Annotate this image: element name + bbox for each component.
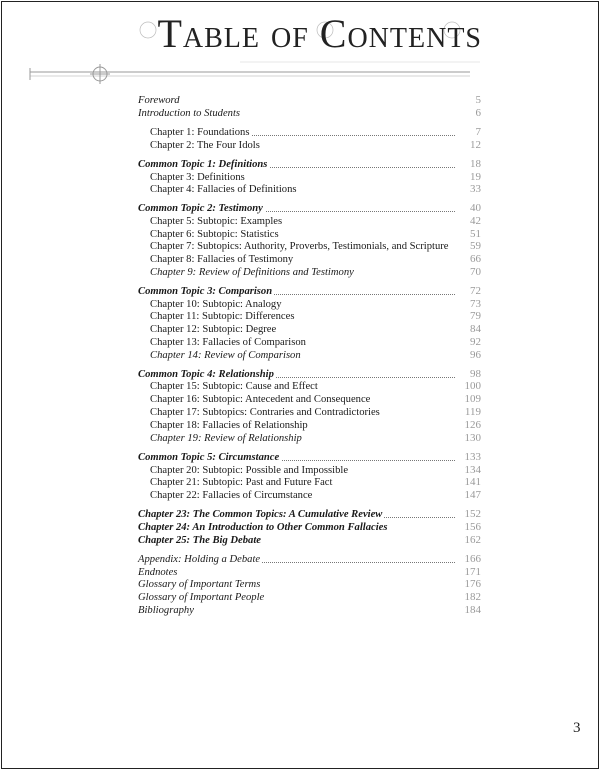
toc-entry [138,451,481,464]
toc-entry [138,508,481,521]
toc-entry-page: 5 [475,94,481,106]
toc-entry-page: 96 [470,349,481,361]
toc-entry-page: 152 [464,508,481,520]
toc-entry-page: 19 [470,171,481,183]
toc-entry-title: Bibliography [138,605,194,616]
toc-entry-page: 182 [464,591,481,603]
toc-entry-title: Appendix: Holding a Debate [138,554,261,565]
toc-entry [150,183,481,196]
toc-entry [150,139,481,152]
toc-entry-page: 171 [464,566,481,578]
toc-entry-page: 40 [470,202,481,214]
toc-entry-page: 92 [470,336,481,348]
toc-entry [138,534,481,547]
toc-entry-page: 119 [464,406,481,418]
toc-entry [138,107,481,120]
toc-entry-title: Chapter 10: Subtopic: Analogy [150,299,282,310]
toc-entry-title: Chapter 6: Subtopic: Statistics [150,229,279,240]
toc-entry-page: 156 [464,521,481,533]
toc-entry-page: 166 [464,553,481,565]
toc-entry [150,323,481,336]
toc-entry [150,266,481,279]
toc-entry-title: Chapter 5: Subtopic: Examples [150,216,283,227]
toc-entry-title: Chapter 18: Fallacies of Relationship [150,420,308,431]
toc-entry-title: Common Topic 4: Relationship [138,369,274,380]
page-title: Table of Contents [157,11,482,56]
toc-entry-title: Chapter 21: Subtopic: Past and Future Fact [150,477,333,488]
toc-entry-title: Chapter 24: An Introduction to Other Common Fallacies [138,522,388,533]
toc-entry-page: 84 [470,323,481,335]
toc-entry-title: Chapter 19: Review of Relationship [150,433,302,444]
toc-entry-page: 6 [475,107,481,119]
toc-entry-page: 162 [464,534,481,546]
toc-entry-page: 12 [470,139,481,151]
toc-entry [150,476,481,489]
toc-entry-title: Chapter 12: Subtopic: Degree [150,324,277,335]
toc-entry [150,336,481,349]
toc-entry-page: 42 [470,215,481,227]
toc-entry-title: Chapter 1: Foundations [150,127,250,138]
toc-entry [150,349,481,362]
toc-entry-title: Chapter 20: Subtopic: Possible and Impossible [150,465,349,476]
toc-entry-page: 184 [464,604,481,616]
toc-entry-page: 73 [470,298,481,310]
toc-entry-page: 134 [464,464,481,476]
toc-entry [138,285,481,298]
toc-entry [150,432,481,445]
toc-entry-title: Glossary of Important People [138,592,265,603]
toc-entry [150,419,481,432]
toc-entry-page: 176 [464,578,481,590]
toc-entry-title: Common Topic 5: Circumstance [138,452,280,463]
toc-entry [138,521,481,534]
toc-entry [150,380,481,393]
toc-entry-title: Common Topic 2: Testimony [138,203,263,214]
toc-entry-title: Chapter 9: Review of Definitions and Testimony [150,267,354,278]
page-number: 3 [573,720,581,736]
toc-entry-title: Foreword [138,95,180,106]
toc-entry [138,202,481,215]
toc-entry-title: Chapter 23: The Common Topics: A Cumulative Review [138,509,383,520]
toc-entry [138,94,481,107]
toc-entry-page: 133 [464,451,481,463]
toc-entry [150,393,481,406]
toc-entry-page: 70 [470,266,481,278]
toc-entry-title: Chapter 13: Fallacies of Comparison [150,337,306,348]
toc-entry-page: 66 [470,253,481,265]
toc-entry-title: Chapter 8: Fallacies of Testimony [150,254,294,265]
toc-entry-title: Chapter 16: Subtopic: Antecedent and Consequence [150,394,371,405]
toc-entry-page: 130 [464,432,481,444]
toc-entry-title: Chapter 2: The Four Idols [150,140,260,151]
toc-entry-title: Chapter 14: Review of Comparison [150,350,301,361]
toc-entry-page: 33 [470,183,481,195]
toc-entry [138,591,481,604]
toc-entry-title: Common Topic 3: Comparison [138,286,273,297]
toc-entry-title: Chapter 4: Fallacies of Definitions [150,184,297,195]
toc-entry-page: 98 [470,368,481,380]
toc-entry-title: Chapter 15: Subtopic: Cause and Effect [150,381,318,392]
toc-entry-page: 100 [464,380,481,392]
toc-entry-page: 147 [464,489,481,501]
toc-entry [150,126,481,139]
toc-entry-title: Common Topic 1: Definitions [138,159,268,170]
toc-entry [150,253,481,266]
toc-entry-title: Endnotes [138,567,178,578]
toc-entry [138,158,481,171]
toc-entry-page: 7 [475,126,481,138]
toc-entry [138,604,481,617]
toc-entry-page: 109 [464,393,481,405]
toc-entry-title: Chapter 17: Subtopics: Contraries and Contradictories [150,407,380,418]
toc-entry-title: Chapter 22: Fallacies of Circumstance [150,490,313,501]
toc-entry [150,310,481,323]
toc-entry-page: 51 [470,228,481,240]
toc-entry-title: Chapter 25: The Big Debate [138,535,261,546]
toc-entry-title: Chapter 7: Subtopics: Authority, Proverbs, Testimonials, and Scripture [150,241,449,252]
toc-entry-title: Glossary of Important Terms [138,579,261,590]
toc-entry [150,240,481,253]
toc-entry-page: 79 [470,310,481,322]
toc-entry-page: 141 [464,476,481,488]
toc-entry [138,553,481,566]
toc-entry-page: 126 [464,419,481,431]
toc-entry [150,215,481,228]
toc-entry-title: Introduction to Students [138,108,241,119]
toc-entry-page: 18 [470,158,481,170]
toc-entry-page: 59 [470,240,481,252]
toc-entry [150,406,481,419]
toc-entry-page: 72 [470,285,481,297]
toc-entry-title: Chapter 3: Definitions [150,172,245,183]
toc-entry-title: Chapter 11: Subtopic: Differences [150,311,295,322]
toc-entry [138,578,481,591]
toc-entry [150,489,481,502]
